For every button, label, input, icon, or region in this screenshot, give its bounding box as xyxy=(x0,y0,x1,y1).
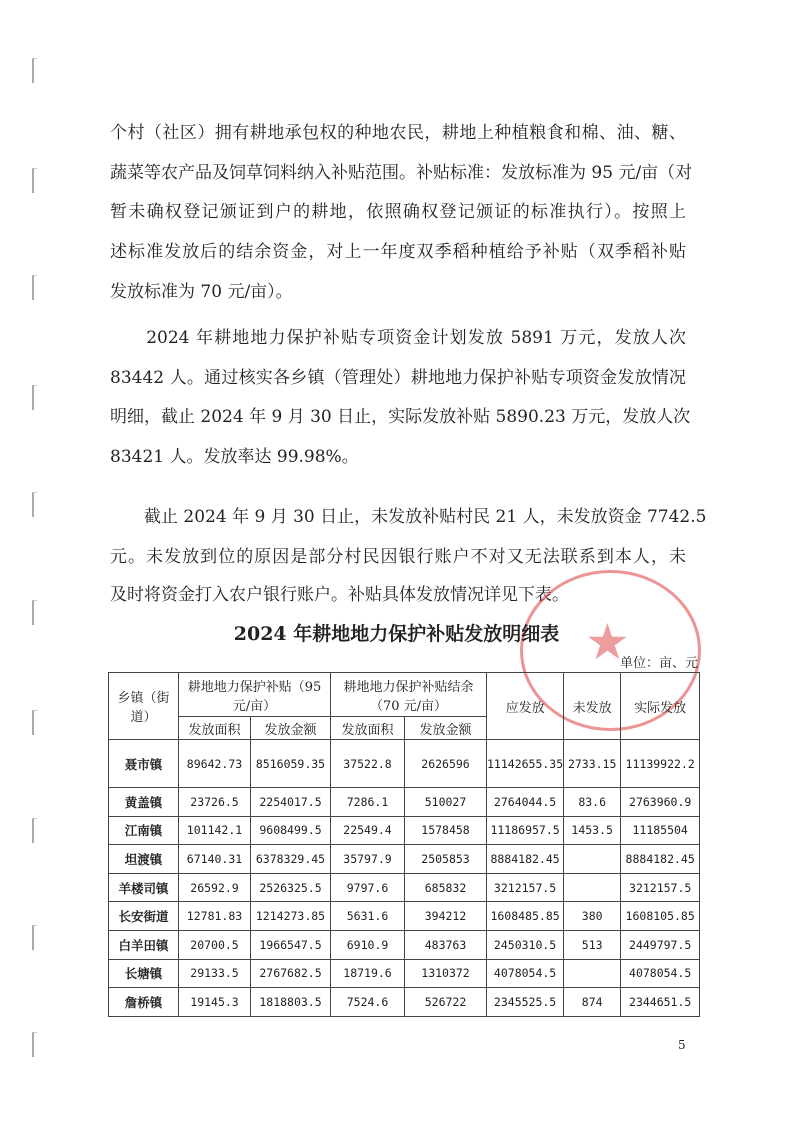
header-actual: 实际发放 xyxy=(621,673,700,740)
cell-value: 101142.1 xyxy=(179,816,251,845)
cell-value: 8884182.45 xyxy=(487,845,564,874)
header-subsidy-95: 耕地地力保护补贴（95 元/亩） xyxy=(179,673,331,717)
header-amount: 发放金额 xyxy=(405,717,487,740)
cell-value xyxy=(564,873,621,902)
header-area: 发放面积 xyxy=(179,717,251,740)
cell-value xyxy=(564,845,621,874)
cell-value: 6910.9 xyxy=(331,930,405,959)
cell-value: 874 xyxy=(564,988,621,1017)
cell-value: 37522.8 xyxy=(331,740,405,788)
text-line: 83442 人。通过核实各乡镇（管理处）耕地地力保护补贴专项资金发放情况 xyxy=(110,368,686,388)
table-row xyxy=(109,988,700,1017)
cell-value: 12781.83 xyxy=(179,902,251,931)
text-line: 蔬菜等农产品及饲草饲料纳入补贴范围。补贴标准：发放标准为 95 元/亩（对 xyxy=(110,163,693,183)
cell-value: 9608499.5 xyxy=(251,816,331,845)
cell-value: 2764044.5 xyxy=(487,788,564,817)
town-name: 黄盖镇 xyxy=(109,788,179,817)
cell-value: 8516059.35 xyxy=(251,740,331,788)
text-line: 暂未确权登记颁证到户的耕地，依照确权登记颁证的标准执行）。按照上 xyxy=(110,202,686,222)
table-row xyxy=(109,959,700,988)
cell-value: 2767682.5 xyxy=(251,959,331,988)
cell-value: 11139922.2 xyxy=(621,740,700,788)
header-town: 乡镇（街道） xyxy=(109,673,179,740)
binding-mark xyxy=(32,925,37,950)
cell-value: 510027 xyxy=(405,788,487,817)
cell-value: 83.6 xyxy=(564,788,621,817)
cell-value: 7524.6 xyxy=(331,988,405,1017)
text-line: 元。未发放到位的原因是部分村民因银行账户不对又无法联系到本人，未 xyxy=(110,547,686,567)
cell-value: 2344651.5 xyxy=(621,988,700,1017)
table-row xyxy=(109,788,700,817)
cell-value: 4078054.5 xyxy=(621,959,700,988)
header-surplus-70: 耕地地力保护补贴结余（70 元/亩） xyxy=(331,673,487,717)
text-line: 明细，截止 2024 年 9 月 30 日止，实际发放补贴 5890.23 万元，发放人次 xyxy=(110,407,691,427)
table-unit: 单位：亩、元 xyxy=(620,656,699,671)
town-name: 江南镇 xyxy=(109,816,179,845)
table-row xyxy=(109,873,700,902)
subsidy-table xyxy=(108,672,700,1017)
town-name: 白羊田镇 xyxy=(109,930,179,959)
town-name: 詹桥镇 xyxy=(109,988,179,1017)
binding-mark xyxy=(32,710,37,735)
table-row xyxy=(109,845,700,874)
cell-value: 394212 xyxy=(405,902,487,931)
town-name: 聂市镇 xyxy=(109,740,179,788)
binding-mark xyxy=(32,58,37,83)
cell-value: 526722 xyxy=(405,988,487,1017)
town-name: 羊楼司镇 xyxy=(109,873,179,902)
cell-value: 18719.6 xyxy=(331,959,405,988)
cell-value: 11142655.35 xyxy=(487,740,564,788)
binding-mark xyxy=(32,385,37,410)
header-area: 发放面积 xyxy=(331,717,405,740)
header-amount: 发放金额 xyxy=(251,717,331,740)
cell-value: 483763 xyxy=(405,930,487,959)
cell-value: 2449797.5 xyxy=(621,930,700,959)
town-name: 坦渡镇 xyxy=(109,845,179,874)
cell-value xyxy=(564,959,621,988)
cell-value: 1214273.85 xyxy=(251,902,331,931)
text-line: 截止 2024 年 9 月 30 日止，未发放补贴村民 21 人，未发放资金 7742.5 xyxy=(110,507,707,527)
cell-value: 1966547.5 xyxy=(251,930,331,959)
cell-value: 2626596 xyxy=(405,740,487,788)
text-line: 个村（社区）拥有耕地承包权的种地农民，耕地上种植粮食和棉、油、糖、 xyxy=(110,123,686,143)
cell-value: 4078054.5 xyxy=(487,959,564,988)
cell-value: 1608105.85 xyxy=(621,902,700,931)
table-title: 2024 年耕地地力保护补贴发放明细表 xyxy=(233,623,560,645)
table-row xyxy=(109,816,700,845)
cell-value: 2526325.5 xyxy=(251,873,331,902)
binding-mark xyxy=(32,818,37,843)
cell-value: 89642.73 xyxy=(179,740,251,788)
cell-value: 29133.5 xyxy=(179,959,251,988)
cell-value: 2254017.5 xyxy=(251,788,331,817)
text-line: 2024 年耕地地力保护补贴专项资金计划发放 5891 万元，发放人次 xyxy=(110,328,686,348)
table-row xyxy=(109,930,700,959)
binding-mark xyxy=(32,168,37,193)
binding-mark xyxy=(32,1032,37,1057)
cell-value: 9797.6 xyxy=(331,873,405,902)
cell-value: 380 xyxy=(564,902,621,931)
cell-value: 1608485.85 xyxy=(487,902,564,931)
cell-value: 3212157.5 xyxy=(621,873,700,902)
cell-value: 2505853 xyxy=(405,845,487,874)
binding-mark xyxy=(32,492,37,517)
table-row xyxy=(109,740,700,788)
cell-value: 22549.4 xyxy=(331,816,405,845)
town-name: 长安街道 xyxy=(109,902,179,931)
cell-value: 3212157.5 xyxy=(487,873,564,902)
cell-value: 1310372 xyxy=(405,959,487,988)
cell-value: 11186957.5 xyxy=(487,816,564,845)
text-line: 述标准发放后的结余资金，对上一年度双季稻种植给予补贴（双季稻补贴 xyxy=(110,242,686,262)
cell-value: 11185504 xyxy=(621,816,700,845)
town-name: 长塘镇 xyxy=(109,959,179,988)
text-line: 发放标准为 70 元/亩）。 xyxy=(110,282,293,302)
cell-value: 2345525.5 xyxy=(487,988,564,1017)
cell-value: 2763960.9 xyxy=(621,788,700,817)
cell-value: 2733.15 xyxy=(564,740,621,788)
cell-value: 23726.5 xyxy=(179,788,251,817)
cell-value: 1578458 xyxy=(405,816,487,845)
cell-value: 26592.9 xyxy=(179,873,251,902)
cell-value: 19145.3 xyxy=(179,988,251,1017)
table-row xyxy=(109,902,700,931)
cell-value: 35797.9 xyxy=(331,845,405,874)
cell-value: 6378329.45 xyxy=(251,845,331,874)
cell-value: 685832 xyxy=(405,873,487,902)
cell-value: 20700.5 xyxy=(179,930,251,959)
cell-value: 8884182.45 xyxy=(621,845,700,874)
cell-value: 5631.6 xyxy=(331,902,405,931)
cell-value: 1453.5 xyxy=(564,816,621,845)
cell-value: 513 xyxy=(564,930,621,959)
header-unpaid: 未发放 xyxy=(564,673,621,740)
text-line: 83421 人。发放率达 99.98%。 xyxy=(110,447,359,467)
header-due: 应发放 xyxy=(487,673,564,740)
text-line: 及时将资金打入农户银行账户。补贴具体发放情况详见下表。 xyxy=(110,585,569,605)
page-number: 5 xyxy=(678,1038,686,1052)
official-seal: ★ xyxy=(520,570,701,731)
cell-value: 2450310.5 xyxy=(487,930,564,959)
binding-mark xyxy=(32,275,37,300)
cell-value: 1818803.5 xyxy=(251,988,331,1017)
cell-value: 67140.31 xyxy=(179,845,251,874)
cell-value: 7286.1 xyxy=(331,788,405,817)
